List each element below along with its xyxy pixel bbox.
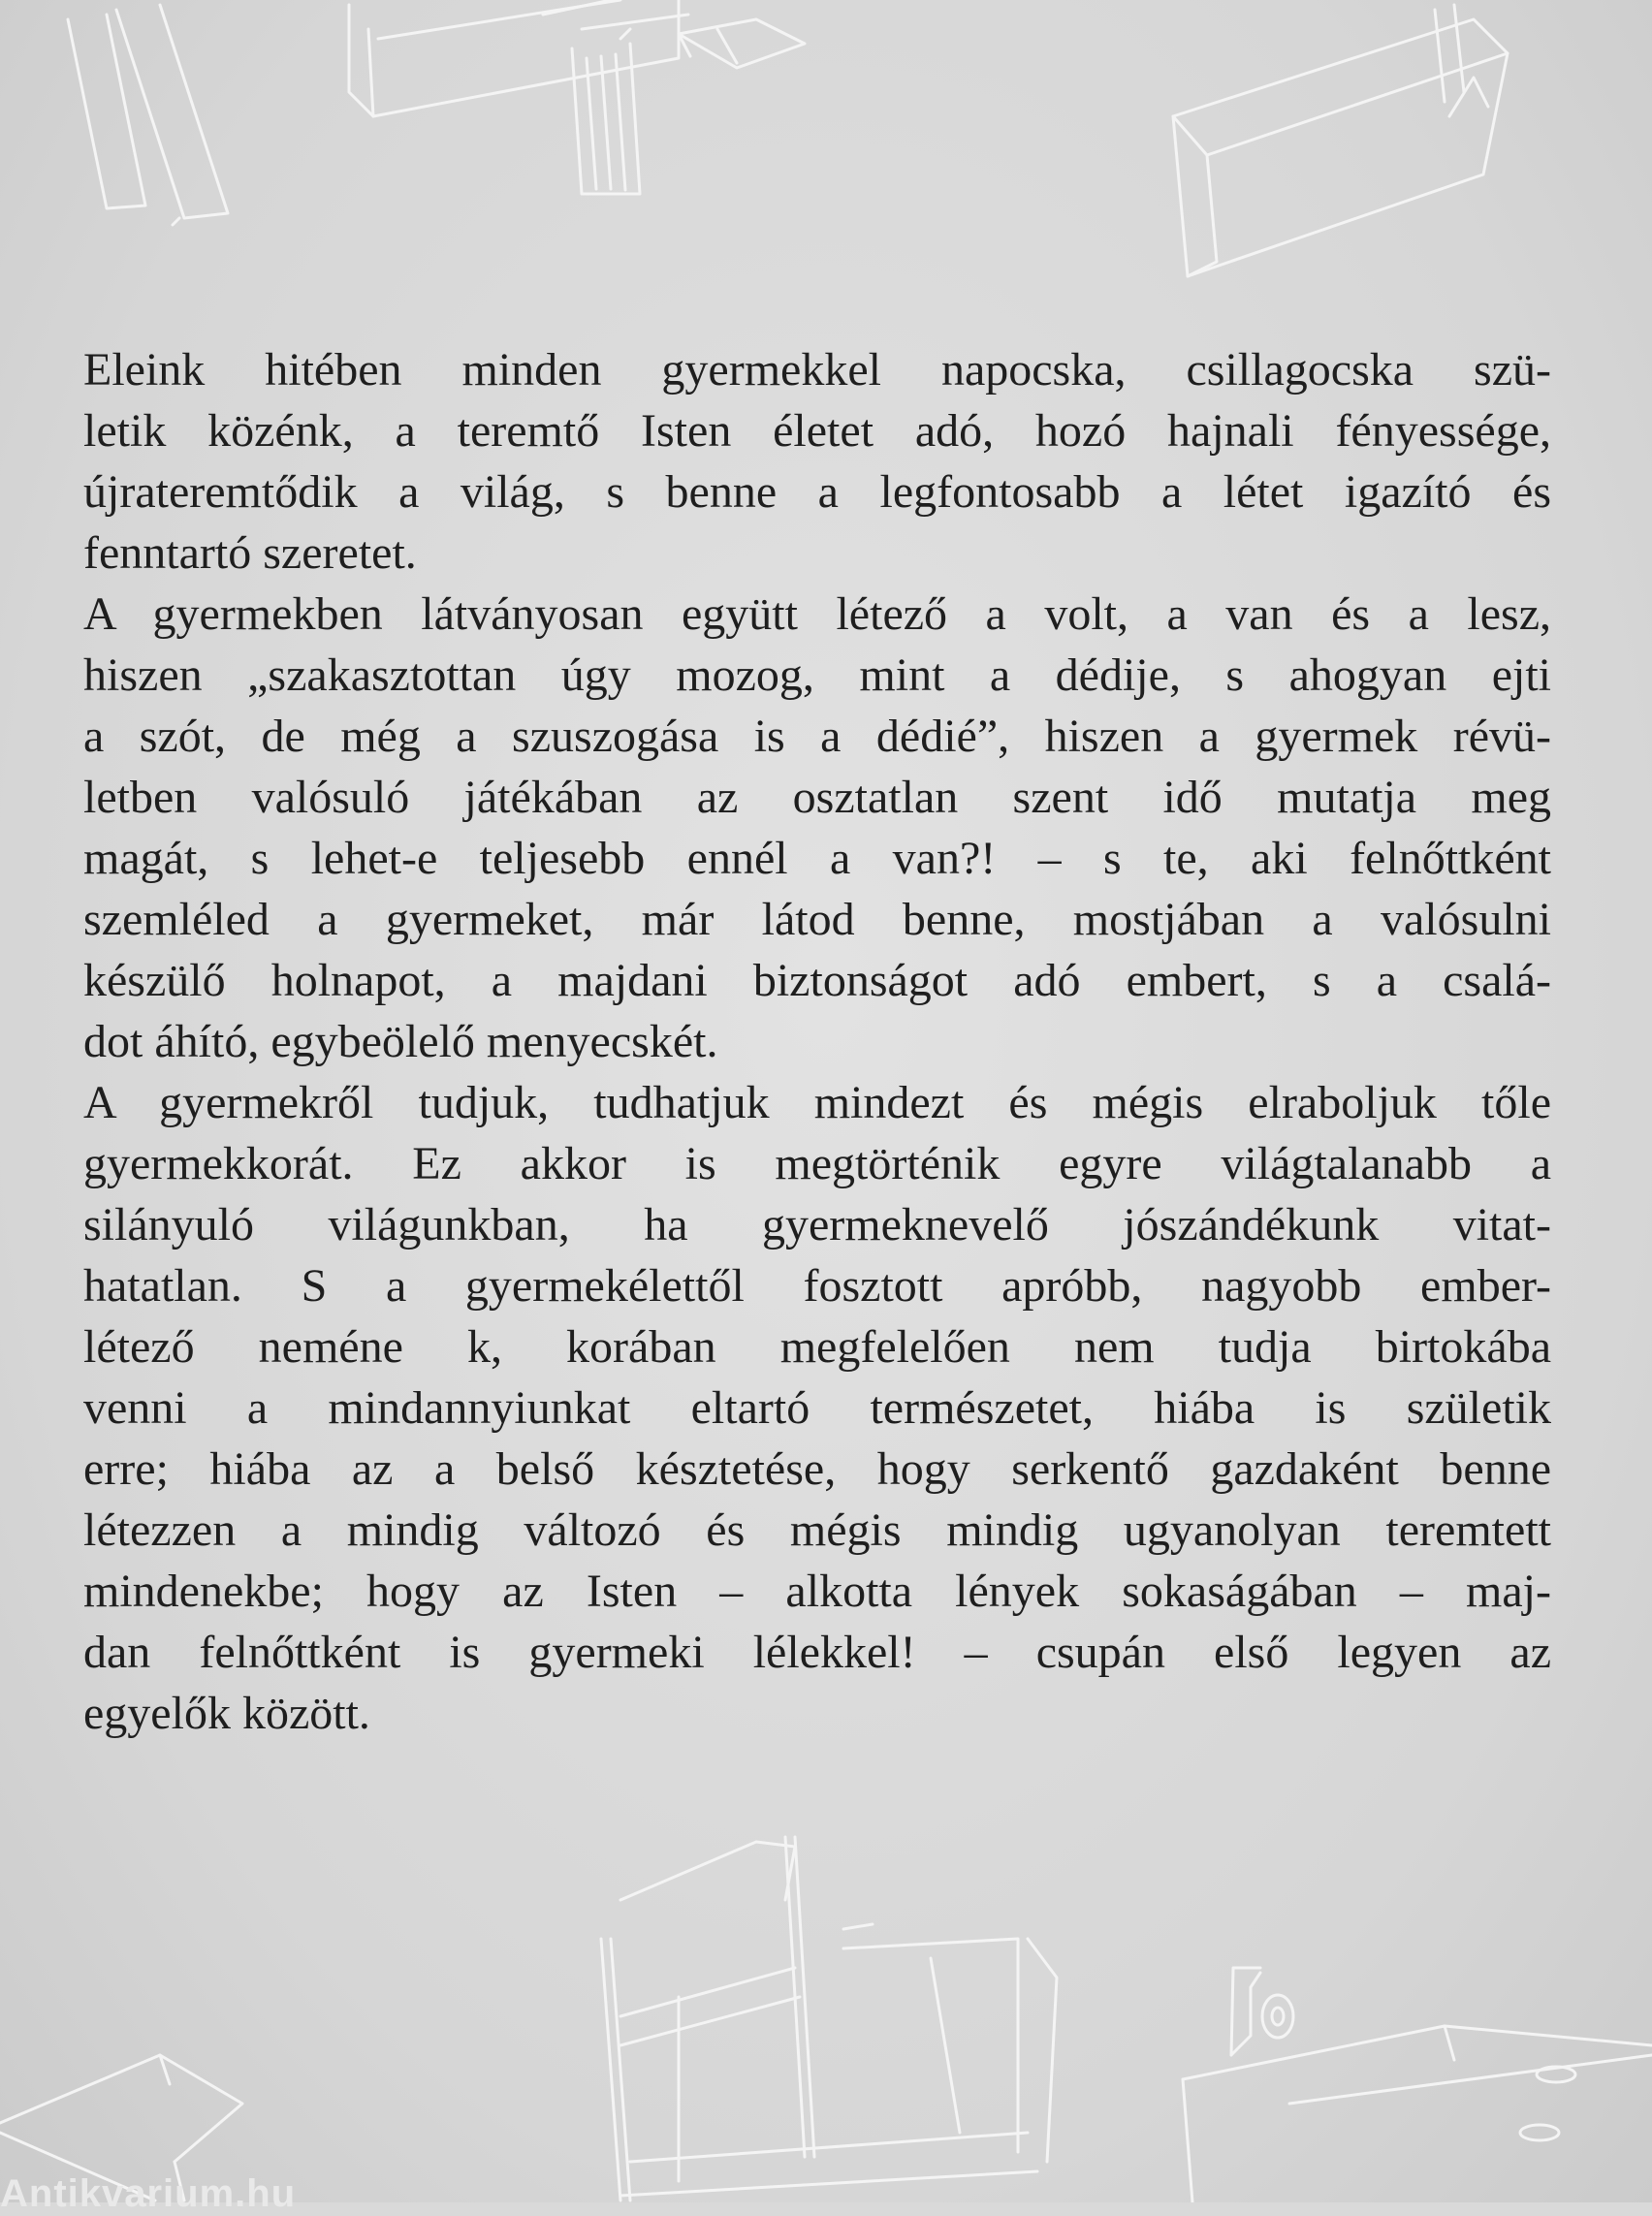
watermark: Antikvarium.hu — [0, 2172, 297, 2215]
text-line: egyelők között. — [83, 1688, 370, 1739]
text-line: letben valósuló játékában az osztatlan szent idő mutatja meg — [83, 772, 1551, 823]
text-line: mindenekbe; hogy az Isten – alkotta lények sokaságában – maj- — [83, 1566, 1551, 1617]
text-line: létező neméne k, korában megfelelően nem tudja birtokába — [83, 1321, 1551, 1373]
text-line: gyermekkorát. Ez akkor is megtörténik egyre világtalanabb a — [83, 1138, 1551, 1189]
text-line: létezzen a mindig változó és mégis mindig ugyanolyan teremtett — [83, 1504, 1551, 1556]
text-line: hiszen „szakasztottan úgy mozog, mint a dédije, s ahogyan ejti — [83, 649, 1551, 701]
text-line: A gyermekben látványosan együtt létező a volt, a van és a lesz, — [83, 588, 1551, 640]
text-line: a szót, de még a szuszogása is a dédié”, hiszen a gyermek révü- — [83, 711, 1551, 762]
paragraph-2 — [83, 584, 1551, 1072]
text-line: A gyermekről tudjuk, tudhatjuk mindezt és mégis elraboljuk tőle — [83, 1077, 1551, 1128]
text-line: készülő holnapot, a majdani biztonságot adó embert, s a csalá- — [83, 955, 1551, 1006]
text-line: erre; hiába az a belső késztetése, hogy serkentő gazdaként benne — [83, 1443, 1551, 1495]
body-text — [83, 339, 1551, 1744]
text-line: újrateremtődik a világ, s benne a legfontosabb a létet igazító és — [83, 466, 1551, 518]
text-line: Eleink hitében minden gyermekkel napocska, csillagocska szü- — [83, 344, 1551, 396]
text-line: hatatlan. S a gyermekélettől fosztott apróbb, nagyobb ember- — [83, 1260, 1551, 1312]
text-line: szemléled a gyermeket, már látod benne, mostjában a valósulni — [83, 894, 1551, 945]
text-line: venni a mindannyiunkat eltartó természetet, hiába is születik — [83, 1382, 1551, 1434]
text-line: dan felnőttként is gyermeki lélekkel! – csupán első legyen az — [83, 1627, 1551, 1678]
paragraph-1 — [83, 339, 1551, 584]
text-line: magát, s lehet-e teljesebb ennél a van?! – s te, aki felnőttként — [83, 833, 1551, 884]
text-line: silányuló világunkban, ha gyermeknevelő jószándékunk vitat- — [83, 1199, 1551, 1250]
text-line: dot áhító, egybeölelő menyecskét. — [83, 1016, 718, 1067]
paragraph-3 — [83, 1072, 1551, 1744]
text-line: fenntartó szeretet. — [83, 527, 417, 579]
text-line: letik közénk, a teremtő Isten életet adó, hozó hajnali fényessége, — [83, 405, 1551, 457]
